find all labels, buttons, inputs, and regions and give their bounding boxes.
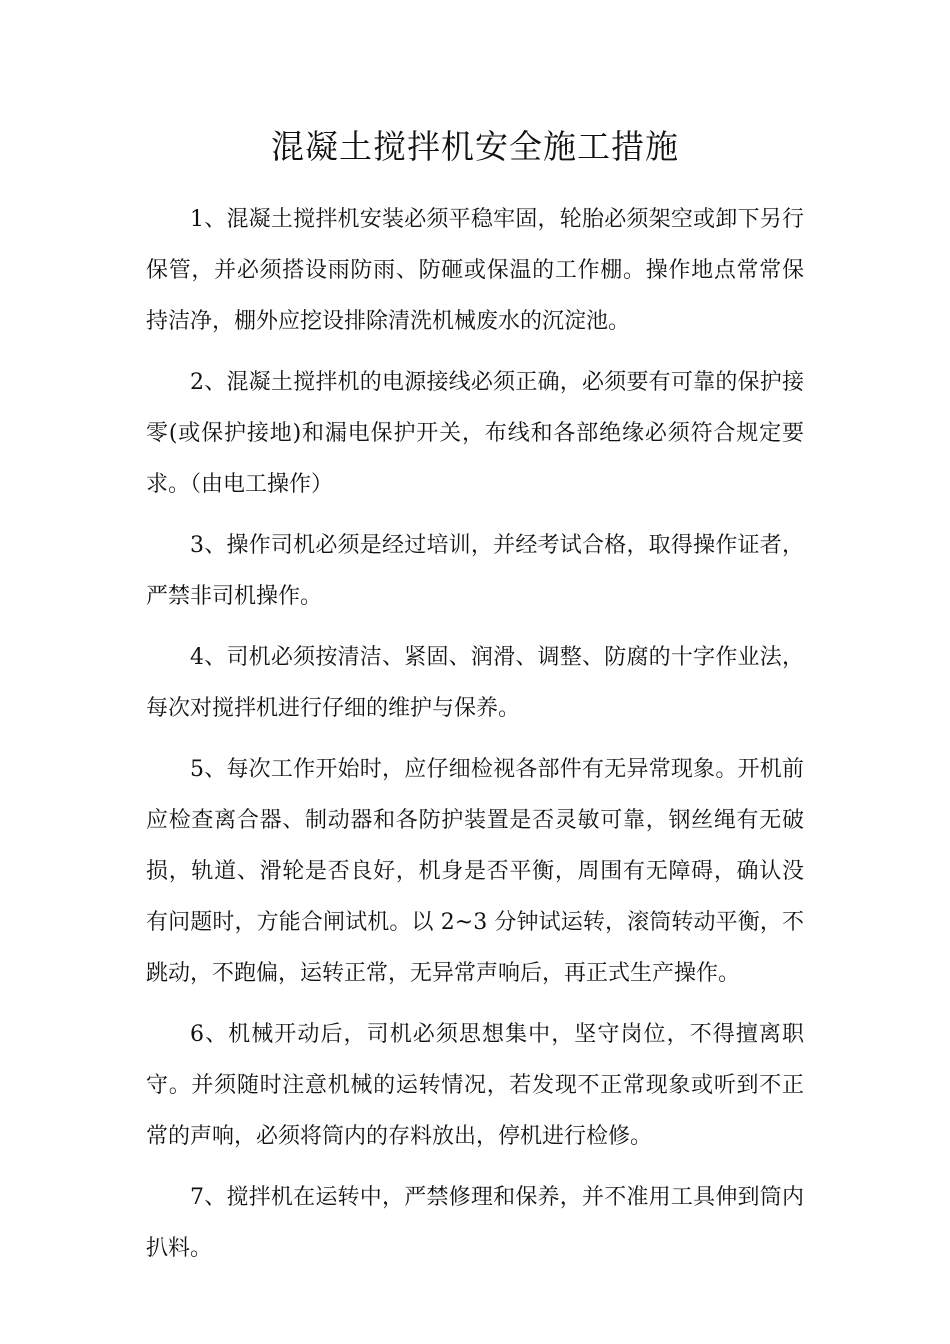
paragraph-1: 1、混凝土搅拌机安装必须平稳牢固，轮胎必须架空或卸下另行保管，并必须搭设雨防雨、防砸或保温的工作棚。操作地点常常保持洁净，棚外应挖设排除清洗机械废水的沉淀池。 [146, 207, 804, 334]
paragraph-2: 2、混凝土搅拌机的电源接线必须正确，必须要有可靠的保护接零(或保护接地)和漏电保护开关，布线和各部绝缘必须符合规定要求。（由电工操作） [146, 370, 804, 497]
paragraph-6: 6、机械开动后，司机必须思想集中，坚守岗位，不得擅离职守。并须随时注意机械的运转情况，若发现不正常现象或听到不正常的声响，必须将筒内的存料放出，停机进行检修。 [146, 1022, 804, 1149]
paragraph-5: 5、每次工作开始时，应仔细检视各部件有无异常现象。开机前应检查离合器、制动器和各防护装置是否灵敏可靠，钢丝绳有无破损，轨道、滑轮是否良好，机身是否平衡，周围有无障碍，确认没有问题时，方能合闸试机。以 2~3 分钟试运转，滚筒转动平衡，不跳动，不跑偏，运转正常，无异常声响后，再正式生产操作。 [146, 757, 804, 986]
paragraph-4: 4、司机必须按清洁、紧固、润滑、调整、防腐的十字作业法，每次对搅拌机进行仔细的维护与保养。 [146, 645, 804, 721]
paragraph-3: 3、操作司机必须是经过培训，并经考试合格，取得操作证者，严禁非司机操作。 [146, 533, 804, 609]
paragraph-7: 7、搅拌机在运转中，严禁修理和保养，并不准用工具伸到筒内扒料。 [146, 1185, 804, 1261]
document-title: 混凝土搅拌机安全施工措施 [271, 127, 679, 166]
